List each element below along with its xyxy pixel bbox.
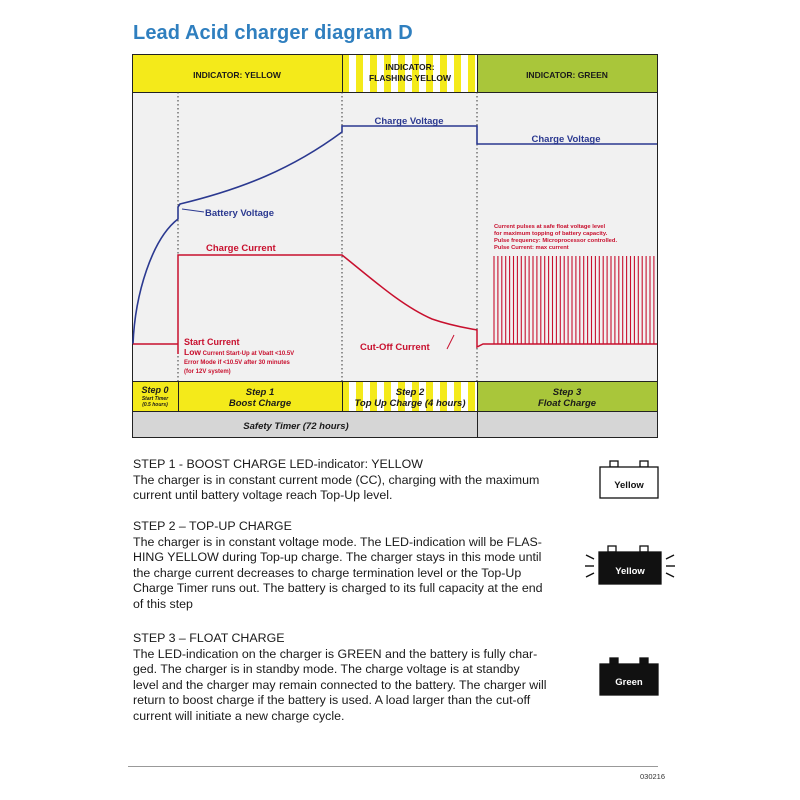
step-3-line-5: current will initiate a new charge cycle. — [133, 708, 345, 723]
step-0-title: Step 0 — [141, 385, 169, 395]
battery-green-label: Green — [615, 677, 643, 688]
step-1-title: Step 1 — [245, 387, 275, 398]
indicator-green-label: INDICATOR: GREEN — [526, 70, 608, 80]
step-3-title: Step 3 — [552, 387, 582, 398]
safety-timer-empty-cell — [478, 412, 658, 438]
step-3-description — [133, 631, 583, 725]
battery-yellow-label: Yellow — [614, 480, 644, 491]
step-2-sub: Top Up Charge (4 hours) — [354, 398, 466, 409]
step-0-sub-1: Start Timer — [141, 396, 169, 402]
battery-voltage-label: Battery Voltage — [205, 208, 274, 219]
pulse-note-2: for maximum topping of battery capacity. — [494, 231, 608, 237]
pulse-note-3: Pulse frequency: Microprocessor controlled. — [494, 238, 618, 244]
step-2-heading: STEP 2 – TOP-UP CHARGE — [133, 519, 292, 533]
cutoff-current-label: Cut-Off Current — [360, 342, 430, 353]
step-1-sub: Boost Charge — [228, 398, 292, 409]
charge-voltage-label-1: Charge Voltage — [374, 116, 444, 127]
step-2-line-3: the charge current decreases to charge termination level or the Top-Up — [133, 565, 522, 580]
indicator-flashing-label-2: FLASHING YELLOW — [368, 73, 452, 83]
step-2-title: Step 2 — [395, 387, 425, 398]
step-3-line-2: ged. The charger is in standby mode. The charge voltage is at standby — [133, 662, 520, 677]
step-2-line-2: HING YELLOW during Top-up charge. The charger stays in this mode until — [133, 550, 542, 565]
step-1-heading: STEP 1 - BOOST CHARGE LED-indicator: YELLOW — [133, 457, 423, 471]
indicator-yellow-label: INDICATOR: YELLOW — [193, 70, 281, 80]
step-1-line-2: current until battery voltage reach Top-Up level. — [133, 488, 393, 503]
battery-flashing-yellow-icon — [584, 544, 676, 588]
pulse-note-1: Current pulses at safe float voltage level — [494, 224, 606, 230]
indicator-flashing-label-1: INDICATOR: — [385, 62, 435, 72]
step-2-line-4: Charge Timer runs out. The battery is charged to its full capacity at the end — [133, 581, 543, 596]
error-mode-line-2: (for 12V system) — [184, 369, 231, 375]
step-3-heading: STEP 3 – FLOAT CHARGE — [133, 631, 285, 645]
step-2-description — [133, 519, 583, 613]
battery-flashing-yellow-label: Yellow — [615, 566, 645, 577]
step-1-description — [133, 457, 583, 504]
pulse-note-4: Pulse Current: max current — [494, 245, 569, 251]
page-title: Lead Acid charger diagram D — [133, 22, 413, 44]
battery-yellow-outline-icon — [598, 459, 662, 501]
footer-rule — [128, 766, 658, 767]
page-number: 030216 — [640, 772, 666, 781]
low-current-prefix: Low — [184, 347, 201, 357]
step-1-line-1: The charger is in constant current mode (CC), charging with the maximum — [133, 472, 540, 487]
charge-voltage-label-2: Charge Voltage — [531, 134, 601, 145]
step-0-sub-2: (0.5 hours) — [142, 402, 168, 408]
step-3-sub: Float Charge — [537, 398, 597, 409]
charge-diagram — [132, 54, 660, 440]
safety-timer-label: Safety Timer (72 hours) — [243, 421, 349, 432]
error-mode-line-1: Error Mode if <10.5V after 30 minutes — [184, 360, 290, 366]
low-current-rest: Current Start-Up at Vbatt <10.5V — [201, 351, 295, 357]
battery-green-icon — [598, 656, 662, 698]
step-3-line-1: The LED-indication on the charger is GREEN and the battery is fully char- — [133, 646, 538, 661]
charge-current-label: Charge Current — [206, 243, 276, 254]
step-3-line-4: return to boost charge if the battery is used. A load larger than the cut-off — [133, 693, 531, 708]
step-2-line-5: of this step — [133, 596, 193, 611]
start-current-label: Start Current — [184, 337, 240, 347]
step-3-line-3: level and the charger may remain connected to the battery. The charger will — [133, 677, 547, 692]
step-2-line-1: The charger is in constant voltage mode. The LED-indication will be FLAS- — [133, 534, 542, 549]
